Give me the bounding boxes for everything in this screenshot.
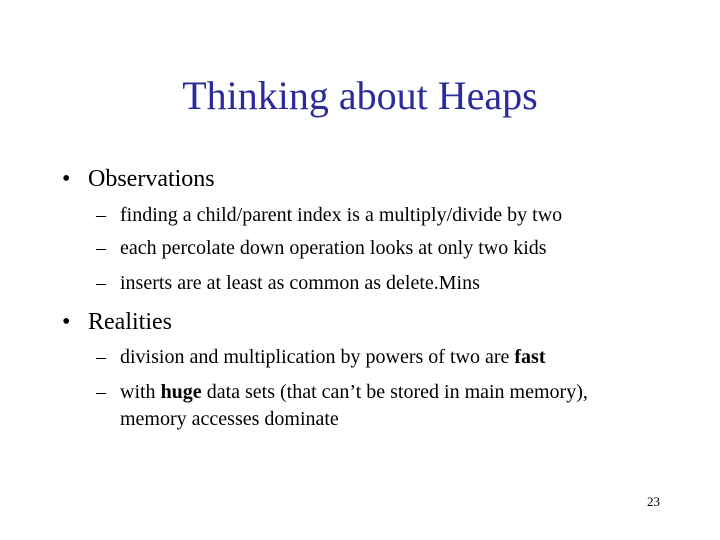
text-run: data sets (that can’t be stored in main memory), memory accesses dominate [120, 381, 588, 430]
bold-run: huge [160, 381, 202, 403]
bullet-heading: Observations [88, 166, 215, 192]
slide-title: Thinking about Heaps [182, 73, 538, 118]
bullet-dot: • [62, 166, 71, 192]
dash-marker: – [96, 381, 106, 403]
sub-item-text: inserts are at least as common as delete.Mins [120, 272, 480, 294]
dash-marker: – [96, 346, 106, 368]
page-number: 23 [647, 494, 660, 509]
sub-item [96, 270, 640, 297]
bullet-realities [62, 307, 172, 337]
sub-item [96, 202, 640, 229]
sub-item [96, 344, 640, 371]
bullet-heading: Realities [88, 309, 172, 335]
dash-marker: – [96, 204, 106, 226]
sub-item-text [120, 344, 640, 371]
sub-item-text: each percolate down operation looks at only two kids [120, 237, 547, 259]
sub-item-text: finding a child/parent index is a multiply/divide by two [120, 204, 563, 226]
dash-marker: – [96, 272, 106, 294]
bold-run: fast [514, 346, 546, 368]
sub-item [96, 379, 640, 433]
sub-item-text [120, 379, 640, 433]
sub-item [96, 235, 640, 262]
bullet-dot: • [62, 309, 71, 335]
dash-marker: – [96, 237, 106, 259]
bullet-observations [62, 164, 215, 194]
text-run: division and multiplication by powers of two are [120, 346, 515, 368]
text-run: with [120, 381, 161, 403]
